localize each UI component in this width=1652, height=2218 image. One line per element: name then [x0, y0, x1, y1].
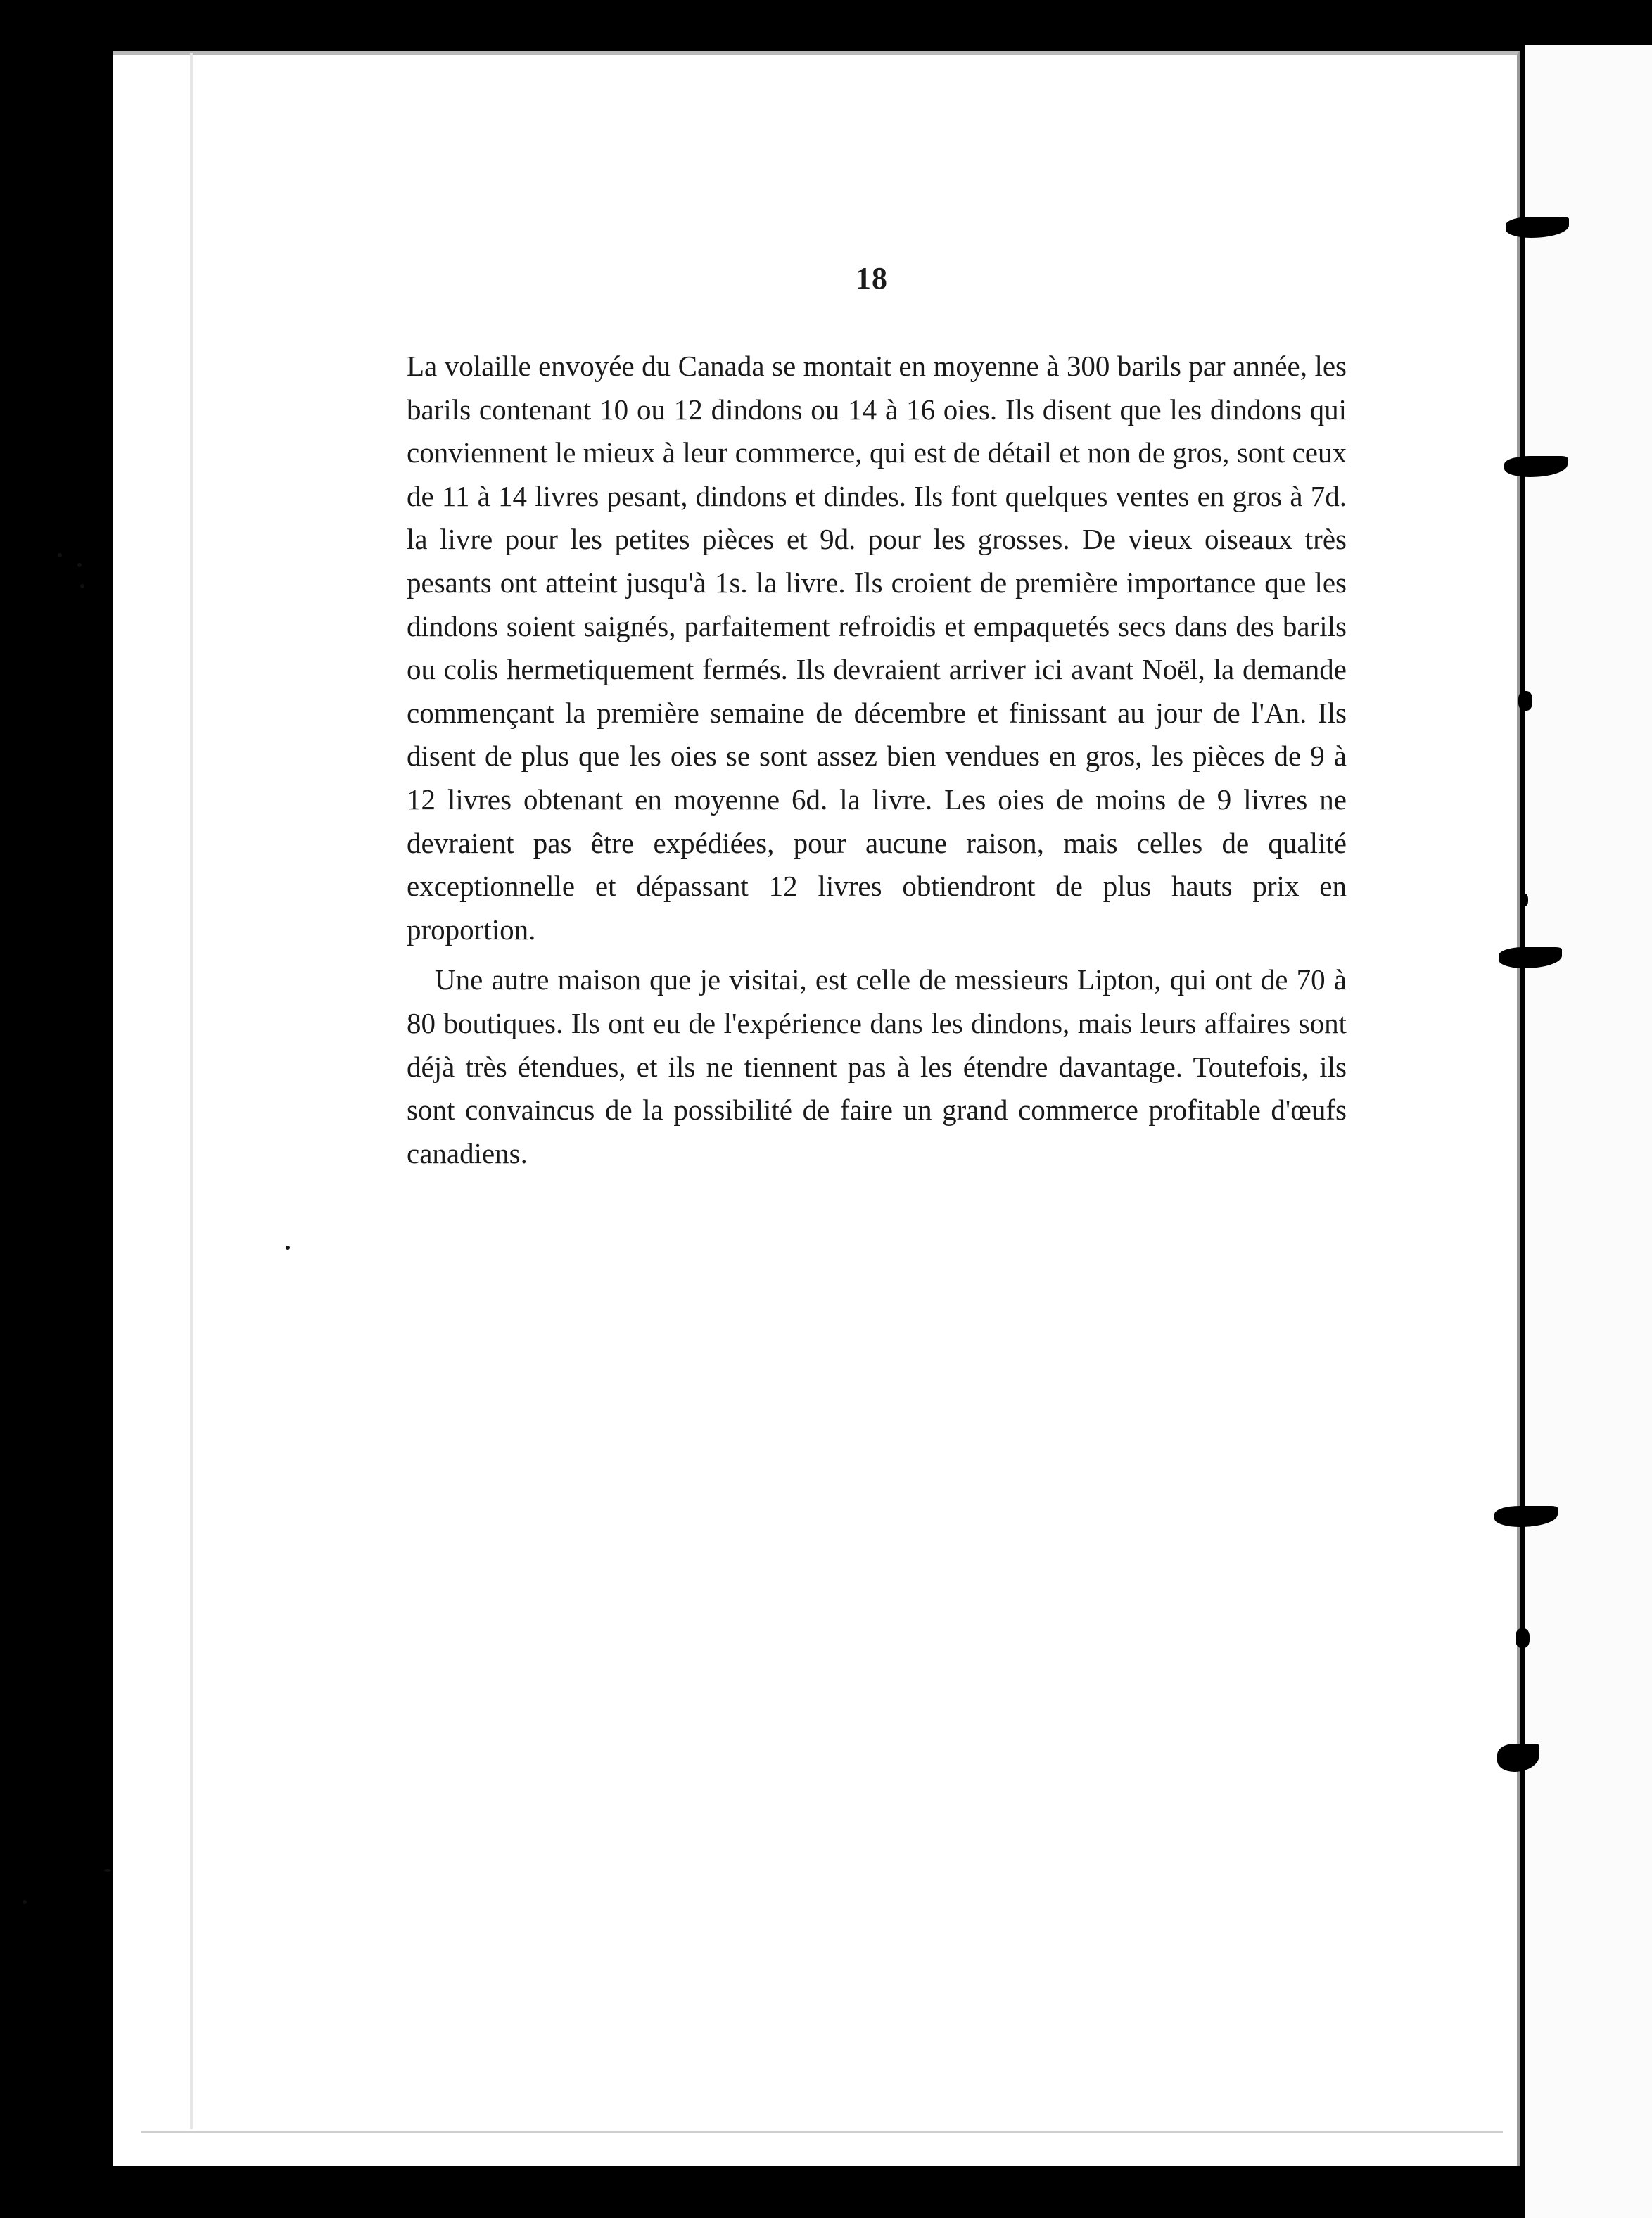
- binding-clip: [1518, 691, 1532, 711]
- scan-speck: [286, 1246, 290, 1250]
- scan-speck: [77, 563, 82, 567]
- page-inner-edge: [190, 53, 193, 2129]
- adjacent-page-edge: [1525, 45, 1652, 2218]
- binding-clip: [1516, 1628, 1530, 1648]
- scan-speck: [58, 553, 62, 557]
- scan-speck: [23, 1900, 27, 1904]
- scan-speck: [104, 1869, 111, 1872]
- scan-speck: [80, 584, 84, 588]
- paragraph-1: La volaille envoyée du Canada se montait en moyenne à 300 barils par année, les barils contenant 10 ou 12 dindons ou 14 à 16 oies. Ils disent que les dindons qui conviennent le mieux à leur commerce, qui est de détail et non de gros, sont ceux de 11 à 14 livres pesant, dindons et dindes. Ils font quelques ventes en gros à 7d. la livre pour les petites pièces et 9d. pour les grosses. De vieux oiseaux très pesants ont atteint jusqu'à 1s. la livre. Ils croient de première importance que les dindons soient saignés, parfaitement refroidis et empaquetés secs dans des barils ou colis hermetiquement fermés. Ils devraient arriver ici avant Noël, la demande commençant la première semaine de décembre et finissant au jour de l'An. Ils disent de plus que les oies se sont assez bien vendues en gros, les pièces de 9 à 12 livres obtenant en moyenne 6d. la livre. Les oies de moins de 9 livres ne devraient pas être expédiées, pour aucune raison, mais celles de qualité exceptionnelle et dépassant 12 livres obtiendront de plus hauts prix en proportion.: [407, 350, 1347, 946]
- paragraph-2: Une autre maison que je visitai, est celle de messieurs Lipton, qui ont de 70 à 80 boutiques. Ils ont eu de l'expérience dans les dindons, mais leurs affaires sont déjà très étendues, et ils ne tiennent pas à les étendre davantage. Toutefois, ils sont convaincus de la possibilité de faire un grand commerce profitable d'œufs canadiens.: [407, 963, 1347, 1170]
- binding-clip: [1520, 894, 1528, 906]
- page-bottom-edge: [141, 2131, 1503, 2133]
- body-text: [407, 345, 1347, 1175]
- page-number: 18: [856, 261, 888, 296]
